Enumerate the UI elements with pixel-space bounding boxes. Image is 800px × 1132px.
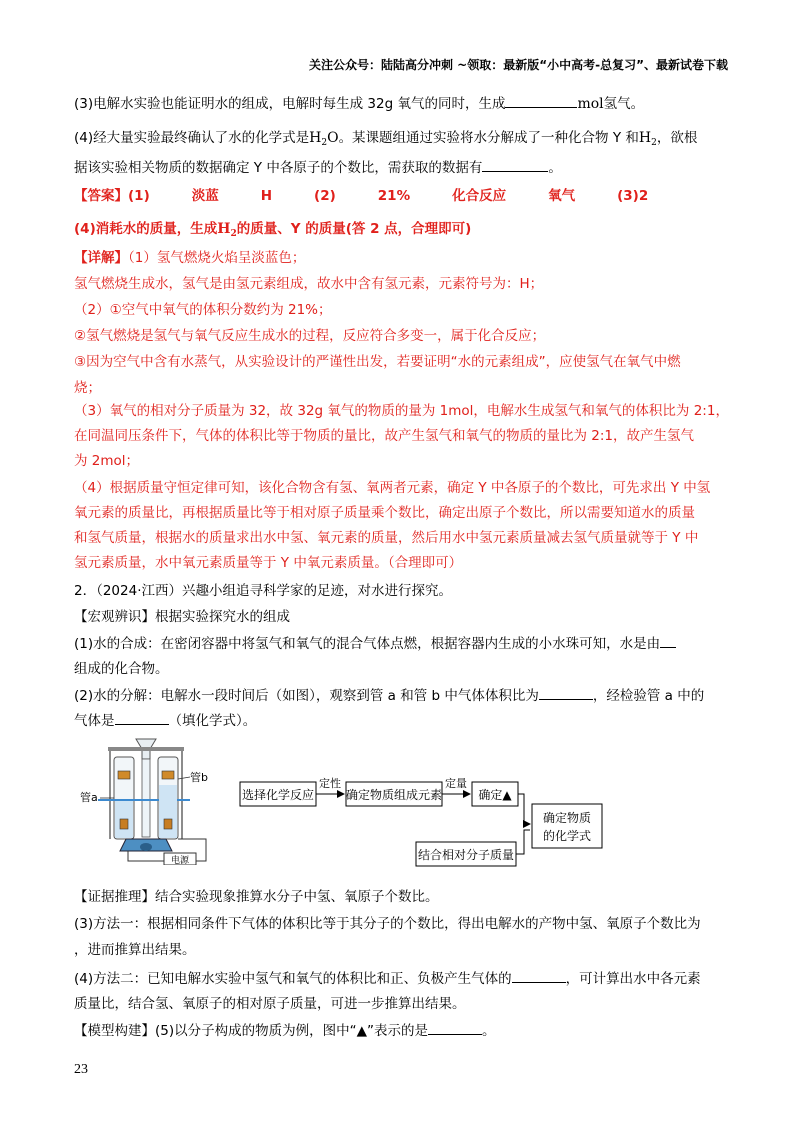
question-2-3: (3)方法一：根据相同条件下气体的体积比等于其分子的个数比，得出电解水的产物中氢、氧原子个数比为: [74, 916, 701, 932]
detail-line: 氧元素的质量比，再根据质量比等于相对原子质量乘个数比，确定出原子个数比，所以需要知道水的质量: [74, 505, 695, 521]
detail-line: （2）①空气中氧气的体积分数约为 21%；: [74, 302, 332, 318]
svg-text:结合相对分子质量: 结合相对分子质量: [417, 848, 515, 862]
section-evidence: 【证据推理】结合实验现象推算水分子中氢、氧原子个数比。: [74, 889, 439, 905]
question-2-1-cont: 组成的化合物。: [74, 661, 169, 677]
answer-line1: 【答案】(1) 淡蓝 H (2) 21% 化合反应 氧气 (3)2: [74, 188, 649, 204]
question-2-4: (4)方法二：已知电解水实验中氢气和氧气的体积比和正、负极产生气体的 ，可计算出水中各元素: [74, 968, 701, 989]
answer-blank[interactable]: [539, 685, 593, 700]
answer-blank[interactable]: [482, 157, 548, 172]
answer-blank[interactable]: [505, 93, 577, 108]
svg-text:选择化学反应: 选择化学反应: [241, 788, 315, 802]
answer-blank[interactable]: [512, 968, 566, 983]
question-2-1: (1)水的合成：在密闭容器中将氢气和氧气的混合气体点燃，根据容器内生成的小水珠可知，水是由: [74, 633, 676, 654]
tube-a-label: 管a: [80, 791, 98, 804]
h2-formula: $H_2$: [217, 221, 237, 239]
detail-line: ③因为空气中含有水蒸气，从实验设计的严谨性出发，若要证明“水的元素组成”，应使氢气在氧气中燃: [74, 354, 681, 370]
detail-line: 烧；: [74, 380, 101, 396]
detail-line: 为 2mol；: [74, 453, 140, 469]
detail-line: 和氢气质量，根据水的质量求出水中氢、氧元素的质量，然后用水中氢元素质量减去氢气质量就等于 Y 中: [74, 530, 699, 546]
page-number: 23: [74, 1062, 88, 1077]
power-source-label: 电源: [170, 856, 190, 865]
question-2-2-cont: 气体是 （填化学式）。: [74, 710, 256, 731]
svg-text:的化学式: 的化学式: [542, 829, 592, 843]
question-3: (3)电解水实验也能证明水的组成，电解时每生成 32g 氧气的同时，生成 mol氢气。: [74, 93, 644, 114]
answer-blank[interactable]: [115, 710, 169, 725]
detail-line: 氢气燃烧生成水，氢气是由氢元素组成，故水中含有氢元素，元素符号为：H；: [74, 276, 544, 292]
svg-text:确定物质: 确定物质: [542, 811, 592, 825]
detail-line: 【详解】（1）氢气燃烧火焰呈淡蓝色；: [74, 250, 306, 266]
arrow-label-qualitative: 定性: [319, 777, 341, 790]
electrolysis-apparatus-figure: [78, 735, 228, 865]
arrow-label-quantitative: 定量: [445, 777, 467, 790]
page-header: 关注公众号：陆陆高分冲刺 ~领取：最新版“小中高考-总复习”、最新试卷下载: [309, 58, 728, 72]
question-4-line1: (4)经大量实验最终确认了水的化学式是$H_2O$。某课题组通过实验将水分解成了一种化合物 Y 和$H_2$，欲根: [74, 130, 698, 148]
detail-line: 在同温同压条件下，气体的体积比等于物质的量比，故产生氢气和氧气的物质的量比为 2:1，故产生氢气: [74, 428, 695, 444]
question-2-3-cont: ，进而推算出结果。: [74, 942, 196, 958]
method-flowchart: [236, 770, 616, 870]
svg-text:确定▲: 确定▲: [478, 788, 512, 802]
answer-blank[interactable]: [660, 633, 676, 648]
question-2-2: (2)水的分解：电解水一段时间后（如图），观察到管 a 和管 b 中气体体积比为 ，经检验管 a 中的: [74, 685, 704, 706]
detail-line: 氢元素质量，水中氧元素质量等于 Y 中氧元素质量。（合理即可）: [74, 555, 463, 571]
h2-formula: $H_2$: [638, 130, 657, 148]
section-macro: 【宏观辨识】根据实验探究水的组成: [74, 609, 290, 625]
h2o-formula: $H_2O$: [309, 130, 339, 148]
question-2-title: 2．（2024·江西）兴趣小组追寻科学家的足迹，对水进行探究。: [74, 583, 452, 599]
answer-line2: (4)消耗水的质量，生成$H_2$的质量、Y 的质量(答 2 点，合理即可): [74, 221, 472, 239]
detail-line: （4）根据质量守恒定律可知，该化合物含有氢、氧两者元素，确定 Y 中各原子的个数比，可先求出 Y 中氢: [74, 480, 711, 496]
detail-line: ②氢气燃烧是氢气与氧气反应生成水的过程，反应符合多变一，属于化合反应；: [74, 328, 546, 344]
svg-text:确定物质组成元素: 确定物质组成元素: [345, 788, 443, 802]
question-2-4-cont: 质量比，结合氢、氧原子的相对原子质量，可进一步推算出结果。: [74, 996, 466, 1012]
question-4-line2: 据该实验相关物质的数据确定 Y 中各原子的个数比，需获取的数据有 。: [74, 157, 562, 178]
detail-line: （3）氧气的相对分子质量为 32，故 32g 氧气的物质的量为 1mol，电解水生成氢气和氧气的体积比为 2:1，: [74, 403, 729, 419]
section-model: 【模型构建】(5)以分子构成的物质为例，图中“▲”表示的是 。: [74, 1020, 496, 1041]
answer-blank[interactable]: [428, 1020, 482, 1035]
tube-b-label: 管b: [190, 771, 208, 784]
